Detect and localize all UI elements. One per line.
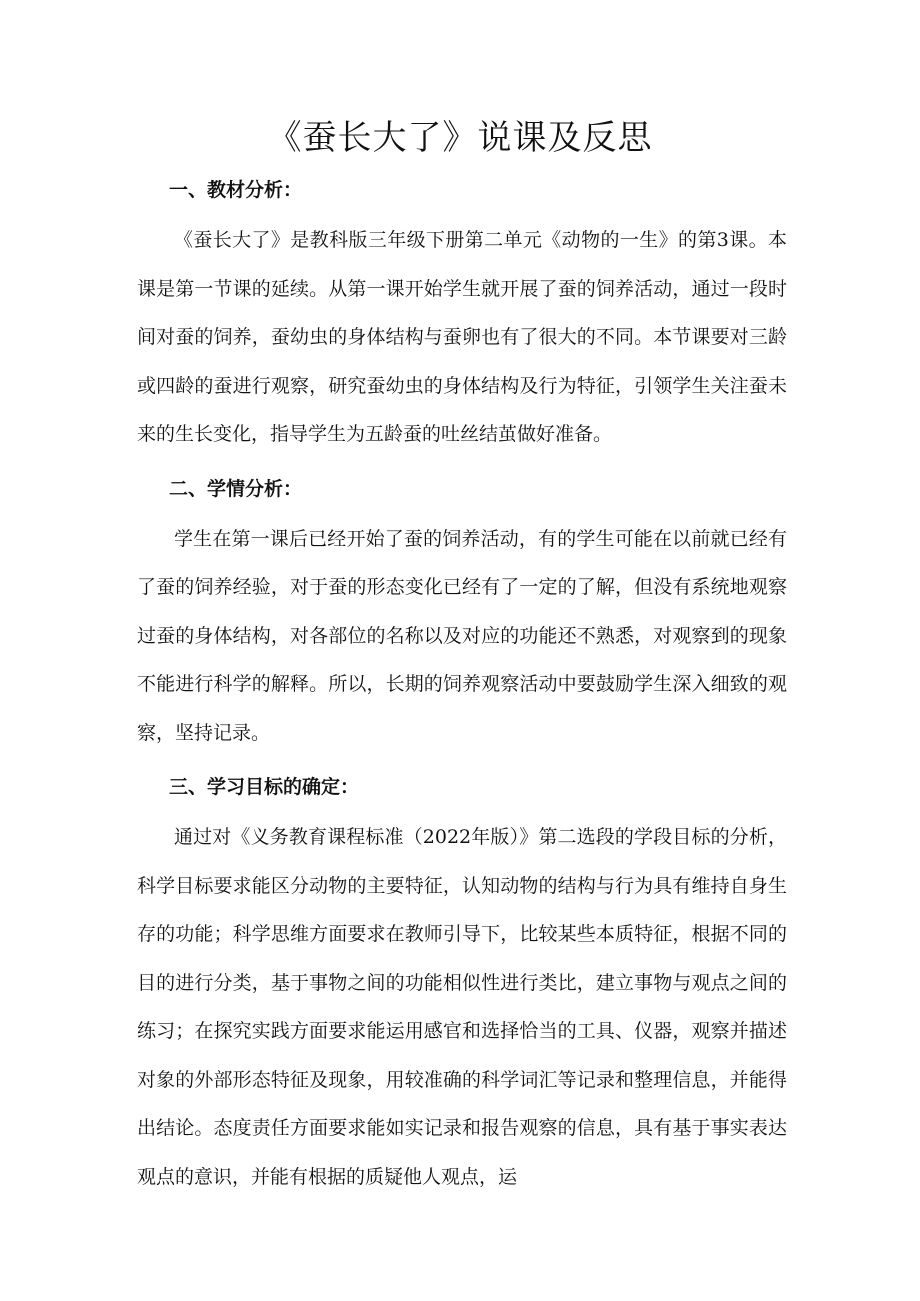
section-paragraph: 《蚕长大了》是教科版三年级下册第二单元《动物的一生》的第3课。本课是第一节课的延续。从第一课开始学生就开展了蚕的饲养活动，通过一段时间对蚕的饲养，蚕幼虫的身体结构与蚕卵也有了很大的不同。本节课要对三龄或四龄的蚕进行观察，研究蚕幼虫的身体结构及行为特征，引领学生关注蚕未来的生长变化，指导学生为五龄蚕的吐丝结茧做好准备。	[137, 229, 787, 445]
document-title: 《蚕长大了》说课及反思	[267, 118, 653, 158]
section-heading: 三、学习目标的确定：	[169, 776, 360, 798]
section-heading: 二、学情分析：	[169, 477, 303, 500]
section-paragraph: 通过对《义务教育课程标准（2022年版）》第二选段的学段目标的分析，科学目标要求能区分动物的主要特征，认知动物的结构与行为具有维持自身生存的功能；科学思维方面要求在教师引导下，比较某些本质特征，根据不同的目的进行分类，基于事物之间的功能相似性进行类比，建立事物与观点之间的练习；在探究实践方面要求能运用感官和选择恰当的工具、仪器，观察并描述对象的外部形态特征及现象，用较准确的科学词汇等记录和整理信息，并能得出结论。态度责任方面要求能如实记录和报告观察的信息，具有基于事实表达观点的意识，并能有根据的质疑他人观点，运	[137, 826, 787, 1188]
section-heading: 一、教材分析：	[169, 179, 303, 201]
section-paragraph: 学生在第一课后已经开始了蚕的饲养活动，有的学生可能在以前就已经有了蚕的饲养经验，对于蚕的形态变化已经有了一定的了解，但没有系统地观察过蚕的身体结构，对各部位的名称以及对应的功能还不熟悉，对观察到的现象不能进行科学的解释。所以，长期的饲养观察活动中要鼓励学生深入细致的观察，坚持记录。	[137, 527, 787, 744]
section-learning-goals	[137, 761, 787, 1201]
section-textbook-analysis	[137, 164, 787, 459]
document-body	[137, 164, 787, 1201]
section-learner-analysis	[137, 463, 787, 758]
